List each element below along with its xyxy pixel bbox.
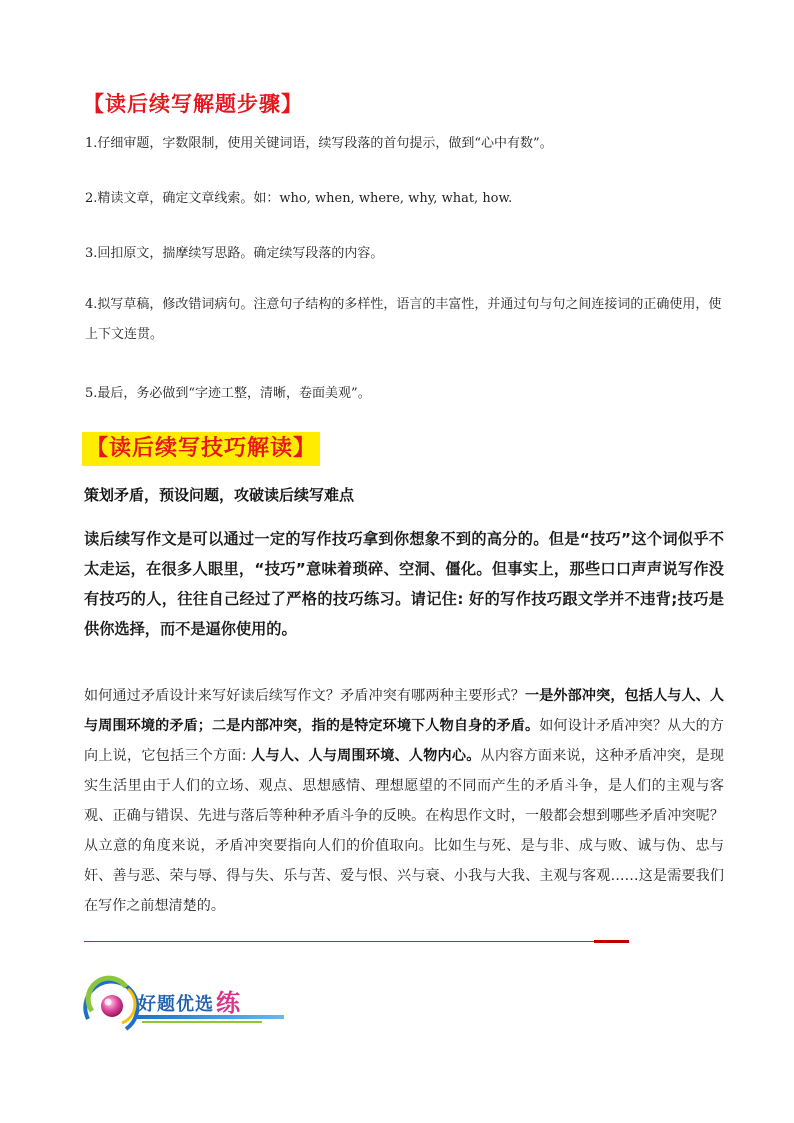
step-item-1: 1.仔细审题，字数限制，使用关键词语，续写段落的首句提示，做到“心中有数”。 (85, 136, 553, 151)
logo-graphic (82, 975, 292, 1037)
logo-text-accent: 练 (216, 988, 240, 1017)
logo-text: 好题优选 (138, 994, 214, 1015)
step-item-5: 5.最后，务必做到“字迹工整，清晰，卷面美观”。 (85, 386, 371, 401)
divider-line (84, 941, 628, 942)
logo (82, 975, 292, 1037)
para-text-3: 从内容方面来说，这种矛盾冲突，是现实生活里由于人们的立场、观点、思想感情、理想愿望的不同而产生的矛盾斗争，是人们的主观与客观、正确与错误、先进与落后等种种矛盾斗争的反映。在构思作文时，一般都会想到哪些矛盾冲突呢？从立意的角度来说，矛盾冲突要指向人们的价值取向。比如生与死、是与非、成与败、诚与伪、忠与奸、善与恶、荣与辱、得与失、乐与苦、爱与恨、兴与衰、小我与大我、主观与客观……这是需要我们在写作之前想清楚的。 (84, 748, 725, 914)
conflict-paragraph (84, 681, 724, 921)
tips-heading: 【读后续写技巧解读】 (82, 432, 320, 466)
step-item-3: 3.回扣原文，揣摩续写思路。确定续写段落的内容。 (85, 246, 384, 261)
intro-paragraph: 读后续写作文是可以通过一定的写作技巧拿到你想象不到的高分的。但是“技巧”这个词似乎不太走运，在很多人眼里，“技巧”意味着琐碎、空洞、僵化。但事实上，那些口口声声说写作没有技巧的人，往往自己经过了严格的技巧练习。请记住: 好的写作技巧跟文学并不违背;技巧是供你选择，而不是逼你使用的。 (84, 530, 724, 638)
para-text-1: 如何通过矛盾设计来写好读后续写作文？矛盾冲突有哪两种主要形式？ (84, 688, 525, 704)
step-item-4: 4.拟写草稿，修改错词病句。注意句子结构的多样性，语言的丰富性，并通过句与句之间连接词的正确使用，使上下文连贯。 (85, 297, 722, 342)
para-text-2: 如何设计矛盾冲突？从大的方向上说，它包括三个方面: (84, 718, 724, 764)
step-item-2: 2.精读文章，确定文章线索。如：who, when, where, why, what, how. (85, 191, 513, 206)
divider-accent (594, 940, 629, 943)
steps-heading: 【读后续写解题步骤】 (83, 92, 303, 116)
para-bold-1: 一是外部冲突，包括人与人、人与周围环境的矛盾；二是内部冲突，指的是特定环境下人物自身的矛盾。 (84, 688, 725, 734)
para-bold-2: 人与人、人与周围环境、人物内心。 (251, 748, 481, 764)
section-subheading: 策划矛盾，预设问题，攻破读后续写难点 (84, 486, 355, 504)
